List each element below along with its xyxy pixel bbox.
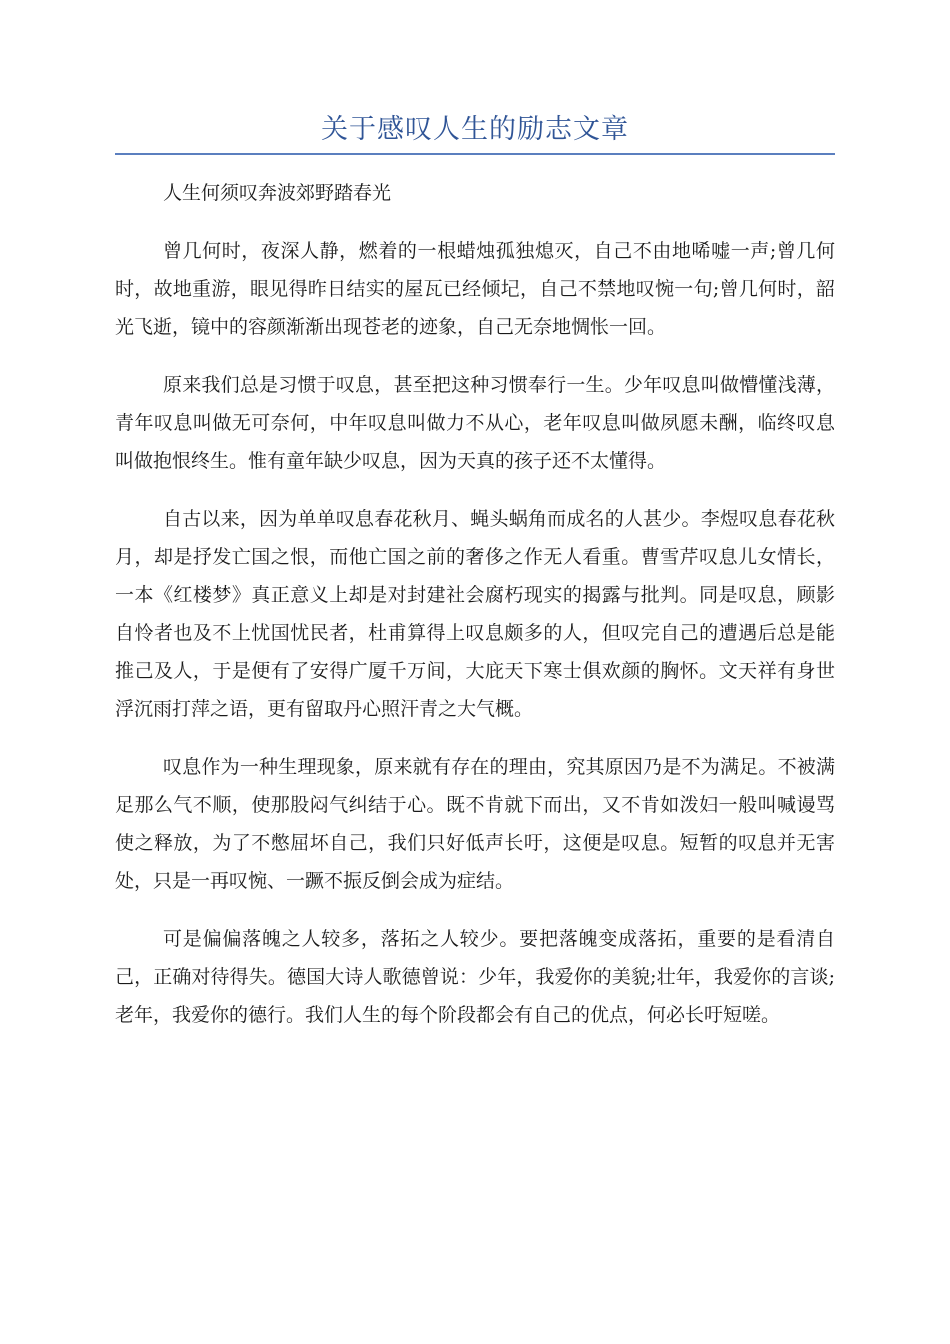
title-divider [115,153,835,155]
paragraph-1: 曾几何时，夜深人静，燃着的一根蜡烛孤独熄灭，自己不由地唏嘘一声;曾几何时，故地重游，眼见得昨日结实的屋瓦已经倾圮，自己不禁地叹惋一句;曾几何时，韶光飞逝，镜中的容颜渐渐出现苍老的迹象，自己无奈地惆怅一回。 [115,240,835,338]
document-page [115,0,835,1344]
article-subtitle: 人生何须叹奔波郊野踏春光 [163,182,392,204]
paragraph-4: 叹息作为一种生理现象，原来就有存在的理由，究其原因乃是不为满足。不被满足那么气不顺，使那股闷气纠结于心。既不肯就下而出，又不肯如泼妇一般叫喊谩骂使之释放，为了不憋屈坏自己，我们只好低声长吁，这便是叹息。短暂的叹息并无害处，只是一再叹惋、一蹶不振反倒会成为症结。 [115,756,835,892]
article-body [115,174,835,1054]
paragraph-2: 原来我们总是习惯于叹息，甚至把这种习惯奉行一生。少年叹息叫做懵懂浅薄，青年叹息叫做无可奈何，中年叹息叫做力不从心，老年叹息叫做夙愿未酬，临终叹息叫做抱恨终生。惟有童年缺少叹息，因为天真的孩子还不太懂得。 [115,374,835,472]
page-title: 关于感叹人生的励志文章 [321,114,629,145]
paragraph-5: 可是偏偏落魄之人较多，落拓之人较少。要把落魄变成落拓，重要的是看清自己，正确对待得失。德国大诗人歌德曾说：少年，我爱你的美貌;壮年，我爱你的言谈;老年，我爱你的德行。我们人生的每个阶段都会有自己的优点，何必长吁短嗟。 [115,928,835,1026]
paragraph-3: 自古以来，因为单单叹息春花秋月、蝇头蜗角而成名的人甚少。李煜叹息春花秋月，却是抒发亡国之恨，而他亡国之前的奢侈之作无人看重。曹雪芹叹息儿女情长，一本《红楼梦》真正意义上却是对封建社会腐朽现实的揭露与批判。同是叹息，顾影自怜者也及不上忧国忧民者，杜甫算得上叹息颇多的人，但叹完自己的遭遇后总是能推己及人，于是便有了安得广厦千万间，大庇天下寒士俱欢颜的胸怀。文天祥有身世浮沉雨打萍之语，更有留取丹心照汗青之大气概。 [115,508,835,720]
